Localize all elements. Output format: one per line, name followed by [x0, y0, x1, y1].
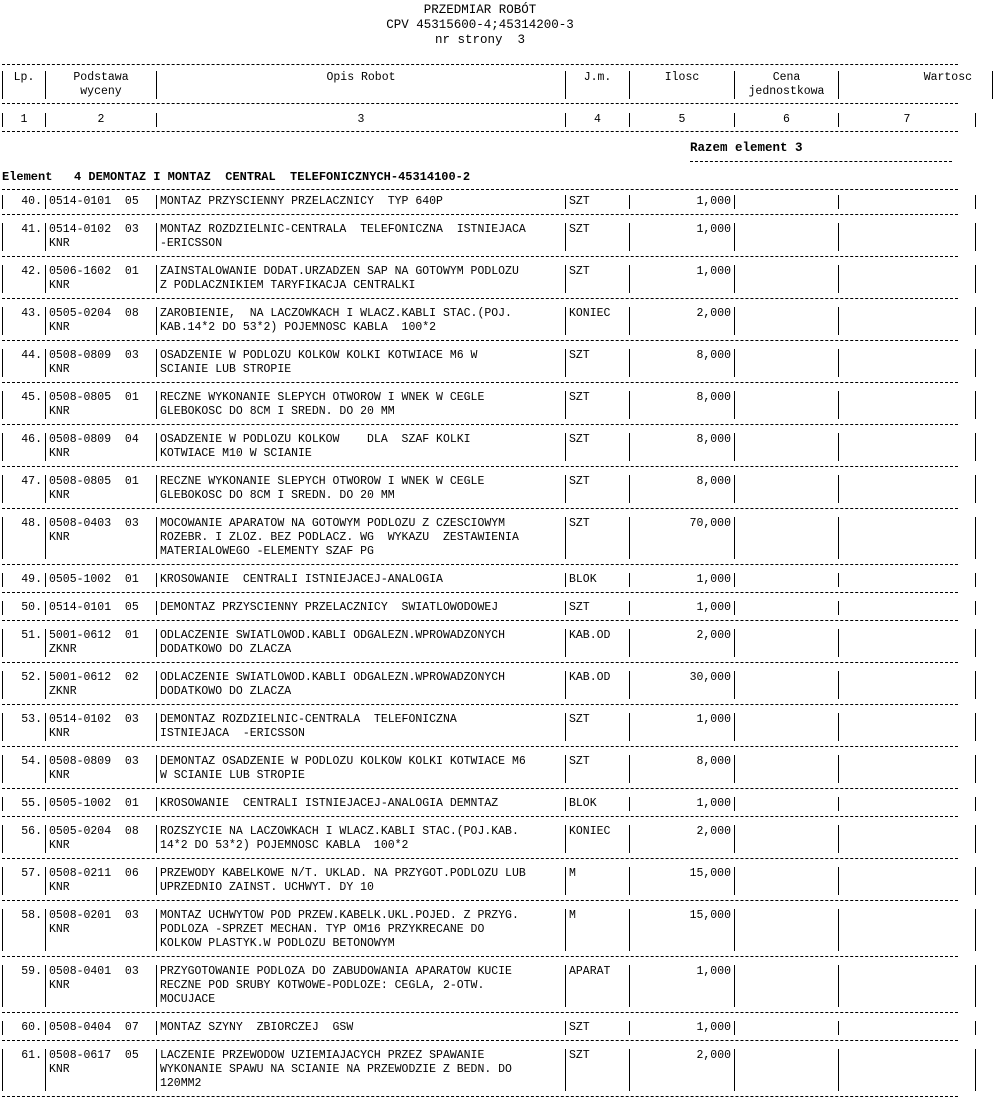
item-unit: M [566, 909, 630, 923]
razem-rule [690, 161, 952, 162]
item-basis: ZKNR [46, 685, 157, 699]
row-separator [2, 858, 958, 859]
item-basis: KNR [46, 727, 157, 741]
table-row [2, 713, 958, 741]
item-basis: KNR [46, 1063, 157, 1077]
table-row [2, 909, 958, 951]
item-basis: 0508-0809 03 [46, 349, 157, 363]
item-quantity: 2,000 [630, 307, 735, 321]
item-quantity: 1,000 [630, 797, 735, 811]
item-description: DODATKOWO DO ZLACZA [157, 685, 566, 699]
row-separator [2, 298, 958, 299]
item-number: 45. [3, 391, 46, 405]
table-row [2, 517, 958, 559]
item-number: 42. [3, 265, 46, 279]
table-row [2, 265, 958, 293]
table-row [2, 601, 958, 615]
item-description: MONTAZ UCHWYTOW POD PRZEW.KABELK.UKL.POJED. Z PRZYG. [157, 909, 566, 923]
col-wartosc: Wartosc [839, 71, 993, 85]
item-description: KROSOWANIE CENTRALI ISTNIEJACEJ-ANALOGIA [157, 573, 566, 587]
row-separator [2, 1096, 958, 1097]
table-row [2, 349, 958, 377]
header-rule-mid [2, 103, 958, 104]
item-description: KROSOWANIE CENTRALI ISTNIEJACEJ-ANALOGIA DEMNTAZ [157, 797, 566, 811]
item-basis: 0505-1002 01 [46, 797, 157, 811]
item-quantity: 8,000 [630, 755, 735, 769]
table-row [2, 965, 958, 1007]
item-basis: 0514-0102 03 [46, 223, 157, 237]
item-basis [46, 1077, 157, 1091]
item-description: SCIANIE LUB STROPIE [157, 363, 566, 377]
table-row [2, 433, 958, 461]
row-separator [2, 592, 958, 593]
item-description: PRZYGOTOWANIE PODLOZA DO ZABUDOWANIA APARATOW KUCIE [157, 965, 566, 979]
col-num-7: 7 [839, 113, 976, 127]
item-basis: KNR [46, 447, 157, 461]
table-row [2, 573, 958, 587]
item-description: DEMONTAZ OSADZENIE W PODLOZU KOLKOW KOLKI KOTWIACE M6 [157, 755, 566, 769]
item-basis: 0508-0617 05 [46, 1049, 157, 1063]
table-row [2, 307, 958, 335]
item-basis: KNR [46, 769, 157, 783]
item-number: 54. [3, 755, 46, 769]
item-description: ODLACZENIE SWIATLOWOD.KABLI ODGALEZN.WPROWADZONYCH [157, 671, 566, 685]
item-unit: SZT [566, 349, 630, 363]
item-description: MONTAZ SZYNY ZBIORCZEJ GSW [157, 1021, 566, 1035]
row-separator [2, 900, 958, 901]
table-row [2, 755, 958, 783]
header-rule-bottom [2, 131, 958, 132]
item-quantity: 1,000 [630, 1021, 735, 1035]
item-unit: KONIEC [566, 307, 630, 321]
table-row [2, 223, 958, 251]
item-unit: SZT [566, 1021, 630, 1035]
item-basis: 0514-0101 05 [46, 195, 157, 209]
col-num-3: 3 [157, 113, 566, 127]
item-quantity: 2,000 [630, 1049, 735, 1063]
item-quantity: 15,000 [630, 867, 735, 881]
row-separator [2, 256, 958, 257]
row-separator [2, 564, 958, 565]
item-description: 120MM2 [157, 1077, 566, 1091]
item-basis: 0508-0401 03 [46, 965, 157, 979]
item-quantity: 1,000 [630, 223, 735, 237]
item-basis: 0508-0211 06 [46, 867, 157, 881]
item-unit: SZT [566, 517, 630, 531]
item-unit: APARAT [566, 965, 630, 979]
item-unit: SZT [566, 755, 630, 769]
item-description: KOTWIACE M10 W SCIANIE [157, 447, 566, 461]
item-unit: SZT [566, 713, 630, 727]
item-number: 57. [3, 867, 46, 881]
item-description: Z PODLACZNIKIEM TARYFIKACJA CENTRALKI [157, 279, 566, 293]
item-description: KAB.14*2 DO 53*2) POJEMNOSC KABLA 100*2 [157, 321, 566, 335]
item-basis: 0508-0809 04 [46, 433, 157, 447]
col-num-2: 2 [46, 113, 157, 127]
col-cena: Cena [735, 71, 839, 85]
item-number: 52. [3, 671, 46, 685]
item-description: 14*2 DO 53*2) POJEMNOSC KABLA 100*2 [157, 839, 566, 853]
item-basis: KNR [46, 405, 157, 419]
item-description: -ERICSSON [157, 237, 566, 251]
item-description: ZAROBIENIE, NA LACZOWKACH I WLACZ.KABLI STAC.(POJ. [157, 307, 566, 321]
col-num-4: 4 [566, 113, 630, 127]
item-basis: KNR [46, 531, 157, 545]
item-basis: 0514-0102 03 [46, 713, 157, 727]
item-description: PODLOZA -SPRZET MECHAN. TYP OM16 PRZYKRECANE DO [157, 923, 566, 937]
item-description: DEMONTAZ ROZDZIELNIC-CENTRALA TELEFONICZNA [157, 713, 566, 727]
col-jm: J.m. [566, 71, 630, 85]
item-number: 60. [3, 1021, 46, 1035]
item-description: ZAINSTALOWANIE DODAT.URZADZEN SAP NA GOTOWYM PODLOZU [157, 265, 566, 279]
col-num-5: 5 [630, 113, 735, 127]
item-description: MATERIALOWEGO -ELEMENTY SZAF PG [157, 545, 566, 559]
item-basis: KNR [46, 363, 157, 377]
item-basis [46, 937, 157, 951]
razem-element: Razem element 3 [690, 141, 803, 155]
item-unit: SZT [566, 223, 630, 237]
element-heading: Element 4 DEMONTAZ I MONTAZ CENTRAL TELEFONICZNYCH-45314100-2 [2, 170, 471, 184]
item-description: MOCOWANIE APARATOW NA GOTOWYM PODLOZU Z CZESCIOWYM [157, 517, 566, 531]
table-row [2, 1021, 958, 1035]
item-basis [46, 993, 157, 1007]
item-number: 55. [3, 797, 46, 811]
row-separator [2, 508, 958, 509]
item-quantity: 8,000 [630, 433, 735, 447]
item-quantity: 1,000 [630, 601, 735, 615]
item-quantity: 8,000 [630, 391, 735, 405]
table-row [2, 629, 958, 657]
row-separator [2, 746, 958, 747]
item-quantity: 1,000 [630, 713, 735, 727]
item-quantity: 8,000 [630, 475, 735, 489]
col-cena-2: jednostkowa [735, 85, 839, 99]
row-separator [2, 788, 958, 789]
item-number: 46. [3, 433, 46, 447]
row-separator [2, 816, 958, 817]
item-unit: KAB.OD [566, 629, 630, 643]
item-description: UPRZEDNIO ZAINST. UCHWYT. DY 10 [157, 881, 566, 895]
item-description: MONTAZ ROZDZIELNIC-CENTRALA TELEFONICZNA ISTNIEJACA [157, 223, 566, 237]
item-basis: KNR [46, 839, 157, 853]
item-description: WYKONANIE SPAWU NA SCIANIE NA PRZEWODZIE Z BEDN. DO [157, 1063, 566, 1077]
item-basis: KNR [46, 279, 157, 293]
table-row [2, 825, 958, 853]
item-description: RECZNE WYKONANIE SLEPYCH OTWOROW I WNEK W CEGLE [157, 391, 566, 405]
row-separator [2, 956, 958, 957]
item-unit: SZT [566, 195, 630, 209]
item-description: OSADZENIE W PODLOZU KOLKOW KOLKI KOTWIACE M6 W [157, 349, 566, 363]
item-quantity: 30,000 [630, 671, 735, 685]
table-row [2, 797, 958, 811]
item-basis: 0505-0204 08 [46, 307, 157, 321]
table-row [2, 1049, 958, 1091]
page-number: nr strony 3 [434, 33, 525, 47]
item-description: ROZSZYCIE NA LACZOWKACH I WLACZ.KABLI STAC.(POJ.KAB. [157, 825, 566, 839]
item-description: LACZENIE PRZEWODOW UZIEMIAJACYCH PRZEZ SPAWANIE [157, 1049, 566, 1063]
item-description: KOLKOW PLASTYK.W PODLOZU BETONOWYM [157, 937, 566, 951]
item-description: W SCIANIE LUB STROPIE [157, 769, 566, 783]
item-basis: 0508-0805 01 [46, 475, 157, 489]
item-number: 53. [3, 713, 46, 727]
item-description: DEMONTAZ PRZYSCIENNY PRZELACZNICY SWIATLOWODOWEJ [157, 601, 566, 615]
col-num-1: 1 [3, 113, 46, 127]
item-unit: KONIEC [566, 825, 630, 839]
item-unit: BLOK [566, 573, 630, 587]
item-number: 61. [3, 1049, 46, 1063]
item-number: 56. [3, 825, 46, 839]
item-number: 59. [3, 965, 46, 979]
item-basis: 0514-0101 05 [46, 601, 157, 615]
item-basis: KNR [46, 237, 157, 251]
item-description: MOCUJACE [157, 993, 566, 1007]
item-number: 58. [3, 909, 46, 923]
column-header [2, 71, 993, 99]
item-basis [46, 545, 157, 559]
row-separator [2, 704, 958, 705]
item-number: 48. [3, 517, 46, 531]
col-opis: Opis Robot [157, 71, 566, 85]
item-basis: 5001-0612 02 [46, 671, 157, 685]
header-rule-top [2, 64, 958, 65]
item-basis: 0506-1602 01 [46, 265, 157, 279]
item-unit: M [566, 867, 630, 881]
item-number: 47. [3, 475, 46, 489]
item-number: 44. [3, 349, 46, 363]
col-podstawa: Podstawa [46, 71, 157, 85]
item-description: GLEBOKOSC DO 8CM I SREDN. DO 20 MM [157, 489, 566, 503]
item-basis: KNR [46, 489, 157, 503]
item-quantity: 1,000 [630, 573, 735, 587]
col-podstawa-2: wyceny [46, 85, 157, 99]
item-description: OSADZENIE W PODLOZU KOLKOW DLA SZAF KOLKI [157, 433, 566, 447]
item-quantity: 2,000 [630, 629, 735, 643]
row-separator [2, 424, 958, 425]
element-rule [2, 189, 958, 190]
item-number: 40. [3, 195, 46, 209]
row-separator [2, 1012, 958, 1013]
row-separator [2, 662, 958, 663]
item-description: MONTAZ PRZYSCIENNY PRZELACZNICY TYP 640P [157, 195, 566, 209]
item-description: RECZNE POD SRUBY KOTWOWE-PODLOZE: CEGLA, 2-OTW. [157, 979, 566, 993]
row-separator [2, 340, 958, 341]
item-basis: 0505-0204 08 [46, 825, 157, 839]
item-number: 50. [3, 601, 46, 615]
item-unit: SZT [566, 265, 630, 279]
item-unit: KAB.OD [566, 671, 630, 685]
item-number: 43. [3, 307, 46, 321]
item-unit: SZT [566, 475, 630, 489]
row-separator [2, 620, 958, 621]
item-description: ODLACZENIE SWIATLOWOD.KABLI ODGALEZN.WPROWADZONYCH [157, 629, 566, 643]
item-unit: SZT [566, 601, 630, 615]
item-quantity: 1,000 [630, 965, 735, 979]
item-description: GLEBOKOSC DO 8CM I SREDN. DO 20 MM [157, 405, 566, 419]
table-row [2, 867, 958, 895]
item-quantity: 1,000 [630, 195, 735, 209]
item-basis: ZKNR [46, 643, 157, 657]
item-basis: 0508-0809 03 [46, 755, 157, 769]
item-unit: SZT [566, 1049, 630, 1063]
table-row [2, 671, 958, 699]
column-numbers [2, 113, 976, 127]
item-quantity: 15,000 [630, 909, 735, 923]
item-basis: KNR [46, 321, 157, 335]
item-basis: KNR [46, 979, 157, 993]
col-lp: Lp. [3, 71, 46, 85]
item-description: RECZNE WYKONANIE SLEPYCH OTWOROW I WNEK W CEGLE [157, 475, 566, 489]
item-basis: 0508-0403 03 [46, 517, 157, 531]
item-description: PRZEWODY KABELKOWE N/T. UKLAD. NA PRZYGOT.PODLOZU LUB [157, 867, 566, 881]
item-number: 41. [3, 223, 46, 237]
item-basis: 5001-0612 01 [46, 629, 157, 643]
table-row [2, 391, 958, 419]
item-quantity: 8,000 [630, 349, 735, 363]
item-unit: SZT [566, 391, 630, 405]
row-separator [2, 1040, 958, 1041]
row-separator [2, 466, 958, 467]
item-basis: KNR [46, 881, 157, 895]
item-quantity: 2,000 [630, 825, 735, 839]
document-title: PRZEDMIAR ROBÓT [423, 3, 537, 17]
item-basis: 0508-0404 07 [46, 1021, 157, 1035]
item-description: ISTNIEJACA -ERICSSON [157, 727, 566, 741]
item-basis: KNR [46, 923, 157, 937]
item-number: 51. [3, 629, 46, 643]
item-basis: 0508-0805 01 [46, 391, 157, 405]
item-description: DODATKOWO DO ZLACZA [157, 643, 566, 657]
item-quantity: 1,000 [630, 265, 735, 279]
item-unit: SZT [566, 433, 630, 447]
item-number: 49. [3, 573, 46, 587]
cpv-code: CPV 45315600-4;45314200-3 [386, 18, 574, 32]
col-ilosc: Ilosc [630, 71, 735, 85]
item-basis: 0508-0201 03 [46, 909, 157, 923]
col-num-6: 6 [735, 113, 839, 127]
item-basis: 0505-1002 01 [46, 573, 157, 587]
item-unit: BLOK [566, 797, 630, 811]
item-quantity: 70,000 [630, 517, 735, 531]
row-separator [2, 382, 958, 383]
table-row [2, 195, 958, 209]
item-description: ROZEBR. I ZLOZ. BEZ PODLACZ. WG WYKAZU ZESTAWIENIA [157, 531, 566, 545]
table-row [2, 475, 958, 503]
row-separator [2, 214, 958, 215]
